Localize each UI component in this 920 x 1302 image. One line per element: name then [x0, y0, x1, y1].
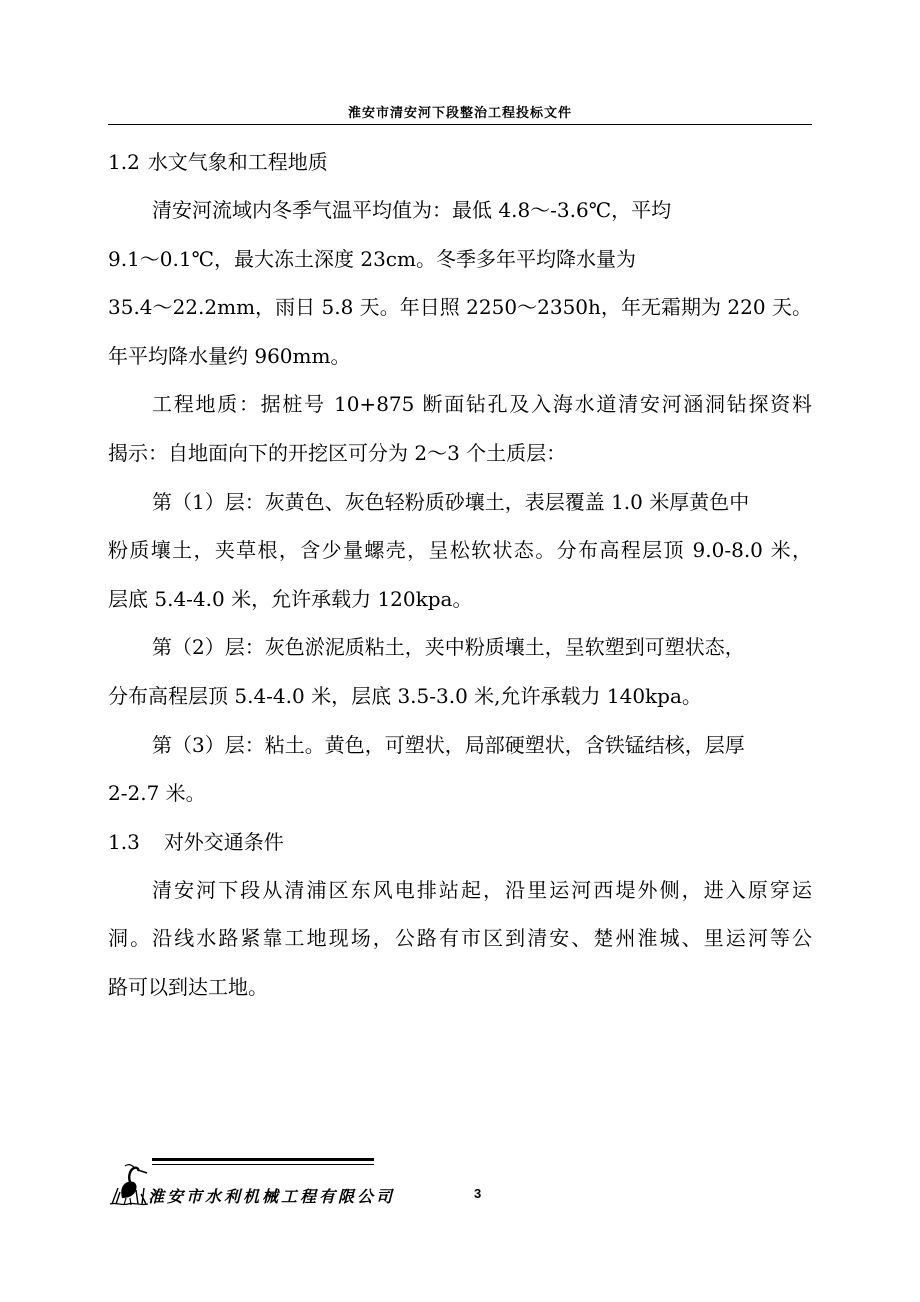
layer-2-line: 第（2）层：灰色淤泥质粘土，夹中粉质壤土，呈软塑到可塑状态，	[152, 635, 745, 660]
climate-line: 清安河流域内冬季气温平均值为：最低 4.8～-3.6℃，平均	[152, 198, 672, 222]
page-header-title: 淮安市清安河下段整治工程投标文件	[347, 106, 572, 121]
climate-line: 9.1～0.1℃，最大冻土深度 23cm。冬季多年平均降水量为	[108, 246, 636, 271]
layer-1-line: 层底 5.4-4.0 米，允许承载力 120kpa。	[108, 586, 473, 611]
heron-logo-icon	[108, 1158, 150, 1206]
climate-line: 35.4～22.2mm，雨日 5.8 天。年日照 2250～2350h，年无霜期为 220 天。	[108, 295, 812, 320]
geology-line: 揭示：自地面向下的开挖区可分为 2～3 个土质层：	[108, 440, 567, 465]
header-divider	[108, 124, 812, 125]
section-heading-1-2	[108, 138, 812, 186]
layer-3-line: 第（3）层：粘土。黄色，可塑状，局部硬塑状，含铁锰结核，层厚	[152, 732, 745, 757]
climate-line: 年平均降水量约 960mm。	[108, 343, 351, 368]
transport-line: 洞。沿线水路紧靠工地现场，公路有市区到清安、楚州淮城、里运河等公	[108, 926, 812, 951]
document-body	[108, 138, 812, 1012]
transport-line: 清安河下段从清浦区东风电排站起，沿里运河西堤外侧，进入原穿运	[152, 877, 812, 902]
layer-1-line: 粉质壤土，夹草根，含少量螺壳，呈松软状态。分布高程层顶 9.0-8.0 米，	[108, 538, 812, 563]
footer-company-name: 淮安市水利机械工程有限公司	[148, 1187, 396, 1206]
section-number: 1.3	[108, 829, 140, 854]
layer-3-line: 2-2.7 米。	[108, 781, 206, 806]
geology-line: 工程地质：据桩号 10+875 断面钻孔及入海水道清安河涵洞钻探资料	[152, 392, 812, 417]
section-title: 对外交通条件	[163, 829, 284, 854]
layer-1-line: 第（1）层：灰黄色、灰色轻粉质砂壤土，表层覆盖 1.0 米厚黄色中	[152, 489, 750, 514]
footer-divider-thin	[152, 1164, 374, 1165]
section-title: 水文气象和工程地质	[147, 150, 328, 174]
layer-2-line: 分布高程层顶 5.4-4.0 米，层底 3.5-3.0 米,允许承载力 140kpa。	[108, 683, 702, 708]
section-heading-1-3	[108, 818, 812, 866]
transport-line: 路可以到达工地。	[108, 974, 268, 999]
footer-divider-thick	[152, 1158, 374, 1161]
section-number: 1.2	[108, 150, 140, 174]
page-number: 3	[474, 1186, 482, 1201]
